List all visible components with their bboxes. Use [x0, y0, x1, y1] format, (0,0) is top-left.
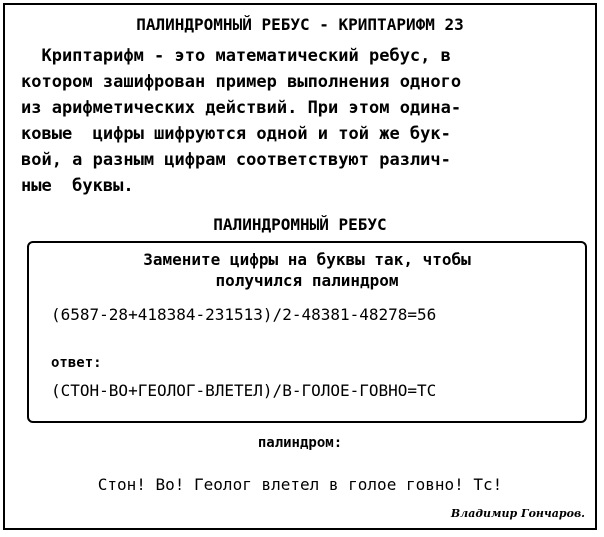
answer-equation: (СТОН-ВО+ГЕОЛОГ-ВЛЕТЕЛ)/В-ГОЛОЕ-ГОВНО=ТС [51, 381, 437, 400]
answer-label: ответ: [51, 355, 102, 371]
task-text [29, 249, 585, 291]
puzzle-box [27, 241, 587, 423]
numeric-equation: (6587-28+418384-231513)/2-48381-48278=56 [51, 305, 437, 324]
section-heading: ПАЛИНДРОМНЫЙ РЕБУС [213, 215, 387, 234]
task-line: получился палиндром [215, 271, 399, 290]
intro-paragraph [21, 43, 589, 199]
palindrome-label: палиндром: [257, 435, 343, 451]
intro-line: вой, а разным цифрам соответствуют различ- [21, 150, 451, 170]
intro-line: ковые цифры шифруются одной и той же бук- [21, 124, 451, 144]
author-signature: Владимир Гончаров. [450, 507, 585, 520]
task-line: Замените цифры на буквы так, чтобы [143, 250, 471, 269]
page-frame [3, 3, 597, 530]
palindrome-text: Стон! Во! Геолог влетел в голое говно! Тс! [97, 475, 503, 494]
page-title: ПАЛИНДРОМНЫЙ РЕБУС - КРИПТАРИФМ 23 [136, 15, 464, 34]
intro-line: Криптарифм - это математический ребус, в [21, 46, 451, 66]
intro-line: ные буквы. [21, 176, 134, 196]
intro-line: котором зашифрован пример выполнения одного [21, 72, 462, 92]
intro-line: из арифметических действий. При этом одина- [21, 98, 462, 118]
